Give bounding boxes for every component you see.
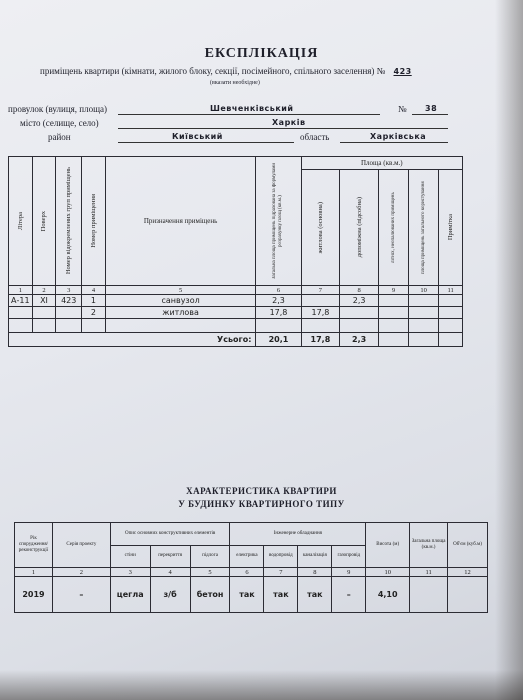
section2-title-line2: У БУДИНКУ КВАРТИРНОГО ТИПУ [178,499,345,509]
header-purpose: Призначення приміщень [105,157,256,286]
apartment-number: 423 [393,67,412,76]
header-group-number: Номер відокремлених груп приміщень [56,157,82,286]
header-area-group: Площа (кв.м.) [301,157,462,170]
district-label: район [48,132,71,142]
total-area: 20,1 [256,333,301,347]
header-walls: стіни [110,545,150,568]
totals-row [9,333,463,347]
street-value: Шевченківський [210,104,294,113]
city-label: місто (селище, село) [20,118,99,128]
subtitle-hint: (вказати необхідне) [210,80,260,86]
characteristics-table [14,522,488,613]
section2-title-line1: ХАРАКТЕРИСТИКА КВАРТИРИ [186,486,337,496]
header-total-area: Загальна площа приміщень підрахована за формулами розрахунку площ (кв.м.) [256,157,301,286]
header-water: водопровід [264,545,298,568]
page-edge-shadow [495,0,523,700]
city-value: Харків [272,118,306,127]
header-volume: Об'єм (куб.м) [448,523,488,568]
header-series: Серія проекту [52,523,110,568]
table-row: А-11 XI 423 1 санвузол 2,3 2,3 [9,295,463,307]
house-value: 38 [425,104,438,113]
header-note: Примітка [439,170,463,286]
street-label: провулок (вулиця, площа) [8,104,108,114]
empty-row [9,319,463,333]
header-materials: Опис основних конструктивних елементів [110,523,230,546]
column-numbers-row: 1 2 3 4 5 6 7 8 9 10 11 [9,286,463,295]
district-value: Київський [172,132,223,141]
header-summer: літніх, неопалюваних приміщень [379,170,409,286]
document-subtitle [40,66,412,76]
document-title: ЕКСПЛІКАЦІЯ [204,46,319,61]
total-label: Усього: [9,333,256,347]
total-auxiliary: 2,3 [340,333,379,347]
header-floor: підлога [190,545,230,568]
header-floor: Поверх [32,157,56,286]
house-label: № [398,104,407,114]
column-numbers-row: 1 2 3 4 5 6 7 8 9 10 11 12 [15,568,488,577]
header-height: Висота (м) [366,523,410,568]
header-sewer: каналізація [298,545,332,568]
header-litera: Літера [9,157,33,286]
header-room-number: Номер приміщення [82,157,106,286]
explication-table [8,156,463,347]
header-gas: газопровід [332,545,366,568]
region-label: область [300,132,330,142]
header-auxiliary: допоміжна (підсобна) [340,170,379,286]
header-common: площа приміщень загального користування [409,170,439,286]
subtitle-prefix: приміщень квартири (кімнати, жилого блоку, секції, посімейного, спільного заселення) № [40,66,386,76]
region-value: Харківська [370,132,427,141]
header-engineering: Інженерне обладнання [230,523,366,546]
header-electric: електрика [230,545,264,568]
table-row: 2019 – цегла з/б бетон так так так – 4,10 [15,577,488,613]
header-year: Рік спорудження/ реконструкції [15,523,53,568]
header-floors: перекриття [150,545,190,568]
header-living-area: Загальна площа (кв.м.) [410,523,448,568]
header-living: житлова (основна) [301,170,340,286]
total-living: 17,8 [301,333,340,347]
page-bottom-shadow [0,670,523,700]
table-row: 2 житлова 17,8 17,8 [9,307,463,319]
